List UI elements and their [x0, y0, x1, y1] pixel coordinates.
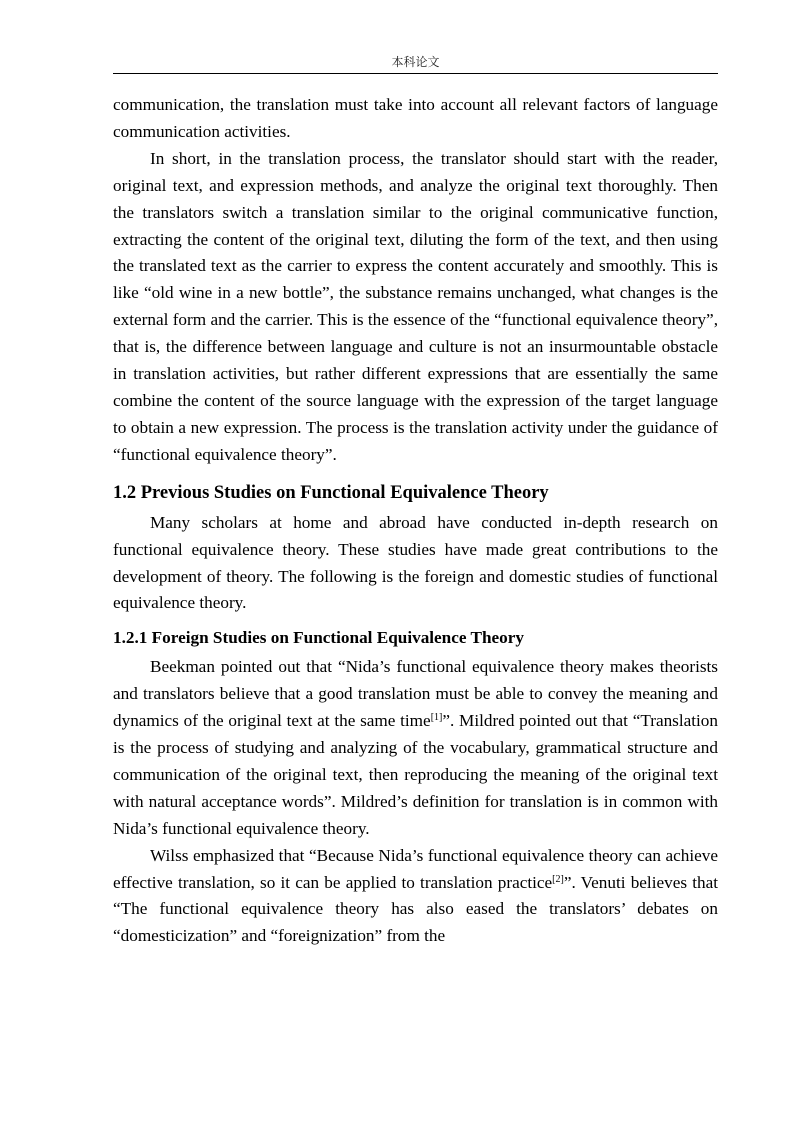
- citation-ref-2: [2]: [552, 873, 564, 885]
- paragraph-continuation: communication, the translation must take into account all relevant factors of language communication activities.: [113, 95, 718, 141]
- citation-ref-1: [1]: [430, 712, 443, 724]
- section-heading-1-2: 1.2 Previous Studies on Functional Equivalence Theory: [113, 482, 549, 503]
- running-header: 本科论文: [391, 55, 440, 69]
- paragraph-text: ”. Mildred pointed out that “Translation is the process of studying and analyzing of the vocabulary, grammatical structure and communication of the original text, then reproducing the meaning of the original text with natural acceptance words”. Mildred’s definition for translation is in common with Nida’s functional equivalence theory.: [113, 711, 718, 838]
- paragraph-text: Wilss emphasized that “Because Nida’s functional equivalence theory can achieve effective translation, so it can be applied to translation practice: [113, 845, 718, 892]
- paragraph-beekman: [113, 654, 718, 842]
- paragraph-summary: In short, in the translation process, the translator should start with the reader, original text, and expression methods, and analyze the original text thoroughly. Then the translators switch a translation similar to the original communicative function, extracting the content of the original text, diluting the form of the text, and then using the translated text as the carrier to express the content accurately and smoothly. This is like “old wine in a new bottle”, the substance remains unchanged, what changes is the external form and the carrier. This is the essence of the “functional equivalence theory”, that is, the difference between language and culture is not an insurmountable obstacle in translation activities, but rather different expressions that are essentially the same combine the content of the source language with the expression of the target language to obtain a new expression. The process is the translation activity under the guidance of “functional equivalence theory”.: [113, 148, 718, 464]
- paragraph-previous-studies: Many scholars at home and abroad have conducted in-depth research on functional equivalence theory. These studies have made great contributions to the development of theory. The following is the foreign and domestic studies of functional equivalence theory.: [113, 512, 718, 613]
- header-divider: [113, 73, 718, 74]
- subsection-heading-1-2-1: 1.2.1 Foreign Studies on Functional Equivalence Theory: [113, 628, 524, 648]
- paragraph-wilss: [113, 843, 718, 951]
- page-body: [113, 92, 718, 950]
- paragraph-text: ”. Venuti believes that “The functional equivalence theory has also eased the translators’ debates on “domesticization” and “foreignization” from the: [113, 872, 718, 946]
- paragraph-text: Beekman pointed out that “Nida’s functional equivalence theory makes theorists and translators believe that a good translation must be able to convey the meaning and dynamics of the original text at the same time: [113, 657, 718, 731]
